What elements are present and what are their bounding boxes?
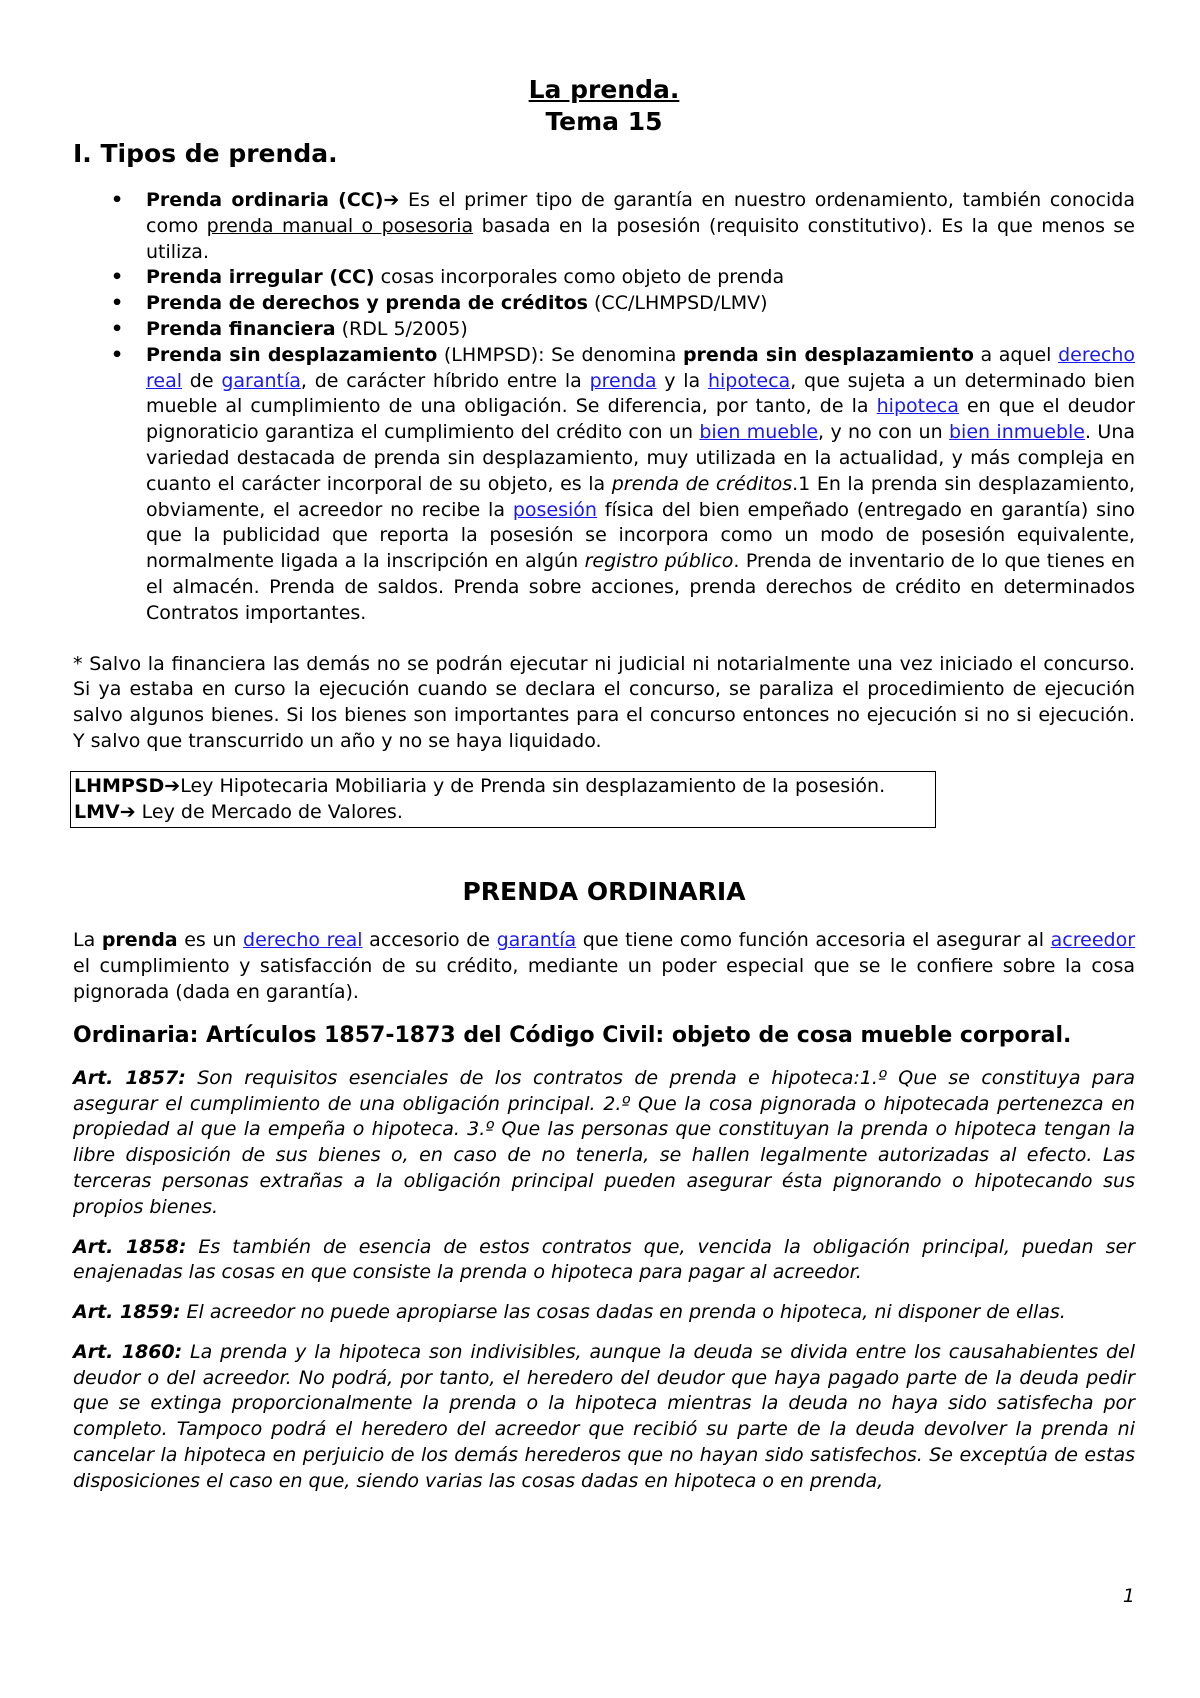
document-title: La prenda.	[528, 75, 680, 104]
list-item: • Prenda financiera (RDL 5/2005)	[73, 317, 1135, 343]
bullet-icon: •	[111, 292, 124, 315]
section-heading-prenda-ordinaria: PRENDA ORDINARIA	[462, 877, 746, 907]
link-hipoteca[interactable]: hipoteca	[876, 395, 959, 418]
list-item: • Prenda de derechos y prenda de créditos (CC/LHMPSD/LMV)	[73, 291, 1135, 317]
arrow-icon: ➔	[164, 774, 181, 797]
arrow-icon: ➔	[119, 800, 136, 823]
bullet-icon: •	[111, 266, 124, 289]
prenda-definition: La prenda es un derecho real accesorio de garantía que tiene como función accesoria el asegurar al acreedor el cumplimiento y satisfacción de su crédito, mediante un poder especial que se le confiere sobre la cosa pignorada (dada en garantía).	[73, 929, 1136, 1003]
prenda-types-list	[73, 188, 1135, 627]
link-derecho-real[interactable]: derecho real	[243, 929, 363, 952]
page-number: 1	[1122, 1585, 1135, 1607]
link-posesion[interactable]: posesión	[512, 498, 597, 521]
link-acreedor[interactable]: acreedor	[1050, 929, 1136, 952]
article-1857: Art. 1857: Son requisitos esenciales de los contratos de prenda e hipoteca:1.º Que se constituya para asegurar el cumplimiento de una obligación principal. 2.º Que la cosa pignorada o hipotecada pertenezca en propiedad al que la empeña o hipoteca. 3.º Que las personas que constituyan la prenda o hipoteca tengan la libre disposición de sus bienes o, en caso de no tenerla, se hallen legalmente autorizadas al efecto. Las terceras personas extrañas a la obligación principal pueden asegurar ésta pignorando o hipotecando sus propios bienes.	[73, 1066, 1135, 1218]
article-1859: Art. 1859: El acreedor no puede apropiarse las cosas dadas en prenda o hipoteca, ni disponer de ellas.	[73, 1301, 1066, 1324]
link-bien-inmueble[interactable]: bien inmueble	[948, 421, 1086, 444]
abbreviation-lmv: LMV➔ Ley de Mercado de Valores.	[74, 800, 403, 823]
article-1860: Art. 1860: La prenda y la hipoteca son indivisibles, aunque la deuda se divida entre los causahabientes del deudor o del acreedor. No podrá, por tanto, el heredero del deudor que haya pagado parte de la deuda pedir que se extinga proporcionalmente la prenda o la hipoteca mientras la deuda no haya sido satisfecha por completo. Tampoco podrá el heredero del acreedor que recibió su parte de la deuda devolver la prenda ni cancelar la hipoteca en perjuicio de los demás herederos que no hayan sido satisfechos. Se exceptúa de estas disposiciones el caso en que, siendo varias las cosas dadas en hipoteca o en prenda,	[73, 1340, 1135, 1492]
document-subtitle: Tema 15	[545, 107, 663, 136]
link-hipoteca[interactable]: hipoteca	[707, 369, 791, 392]
abbreviation-lhmpsd: LHMPSD➔Ley Hipotecaria Mobiliaria y de Prenda sin desplazamiento de la posesión.	[74, 774, 886, 797]
document-page	[73, 74, 1135, 1509]
link-bien-mueble[interactable]: bien mueble	[699, 421, 819, 444]
section-heading-tipos: I. Tipos de prenda.	[73, 139, 338, 168]
bullet-icon: •	[111, 317, 124, 340]
arrow-icon: ➔	[383, 189, 400, 211]
link-garantia[interactable]: garantía	[496, 929, 577, 952]
article-1858: Art. 1858: Es también de esencia de estos contratos que, vencida la obligación principal, puedan ser enajenadas las cosas en que consiste la prenda o hipoteca para pagar al acreedor.	[73, 1235, 1135, 1284]
link-garantia[interactable]: garantía	[221, 369, 301, 392]
abbreviations-box	[70, 771, 936, 829]
link-derecho-real[interactable]: derecho real	[146, 343, 1136, 392]
concurso-note: * Salvo la financiera las demás no se podrán ejecutar ni judicial ni notarialmente una vez iniciado el concurso. Si ya estaba en curso la ejecución cuando se declara el concurso, se paraliza el procedimiento de ejecución salvo algunos bienes. Si los bienes son importantes para el concurso entonces no ejecución si no si ejecución. Y salvo que transcurrido un año y no se haya liquidado.	[73, 652, 1135, 752]
bullet-icon: •	[111, 189, 124, 211]
list-item: • Prenda sin desplazamiento (LHMPSD): Se denomina prenda sin desplazamiento a aquel derecho real de garantía, de carácter híbrido entre la prenda y la hipoteca, que sujeta a un determinado bien mueble al cumplimiento de una obligación. Se diferencia, por tanto, de la hipoteca en que el deudor pignoraticio garantiza el cumplimiento del crédito con un bien mueble, y no con un bien inmueble. Una variedad destacada de prenda sin desplazamiento, muy utilizada en la actualidad, y más compleja en cuanto el carácter incorporal de su objeto, es la prenda de créditos.1 En la prenda sin desplazamiento, obviamente, el acreedor no recibe la posesión física del bien empeñado (entregado en garantía) sino que la publicidad que reporta la posesión se incorpora como un modo de posesión equivalente, normalmente ligada a la inscripción en algún registro público. Prenda de inventario de lo que tienes en el almacén. Prenda de saldos. Prenda sobre acciones, prenda derechos de crédito en determinados Contratos importantes.	[111, 343, 1136, 624]
list-item: • Prenda ordinaria (CC)➔ Es el primer tipo de garantía en nuestro ordenamiento, también conocida como prenda manual o posesoria basada en la posesión (requisito constitutivo). Es la que menos se utiliza.	[111, 189, 1135, 263]
bullet-icon: •	[111, 343, 124, 366]
subheading-ordinaria-articulos: Ordinaria: Artículos 1857-1873 del Código Civil: objeto de cosa mueble corporal.	[73, 1022, 1072, 1048]
list-item: • Prenda irregular (CC) cosas incorporales como objeto de prenda	[73, 265, 1135, 291]
link-prenda[interactable]: prenda	[589, 369, 657, 392]
